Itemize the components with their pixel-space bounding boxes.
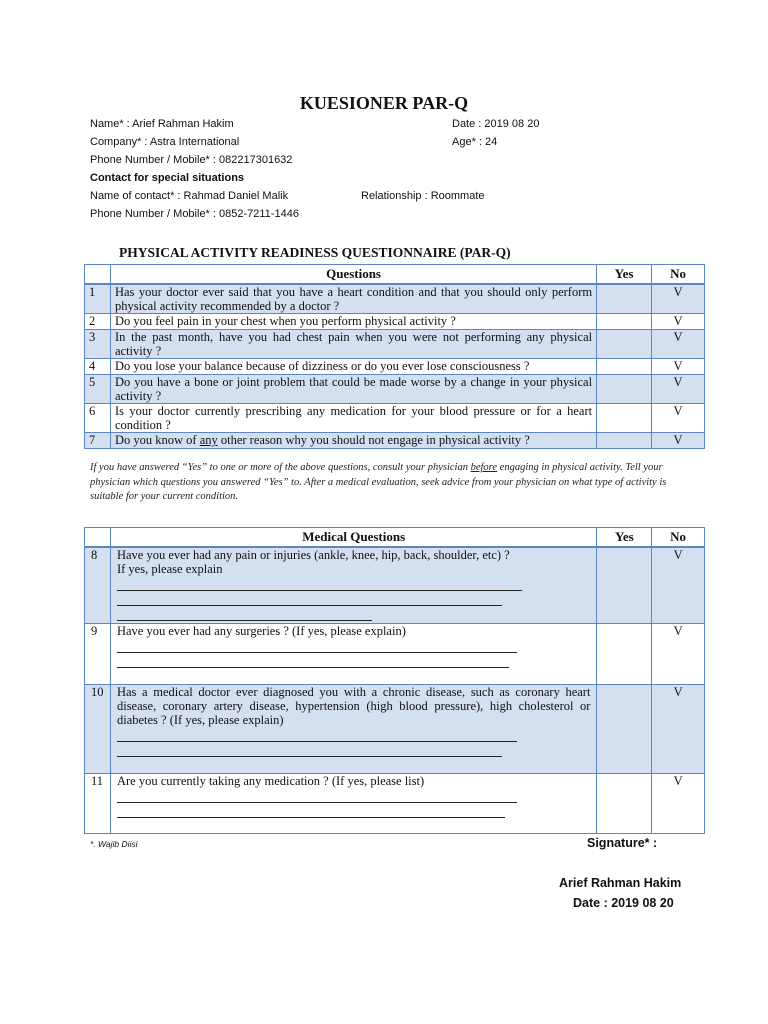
- row-number: 1: [85, 284, 111, 314]
- answer-yes-cell[interactable]: [597, 547, 652, 624]
- answer-yes-cell[interactable]: [597, 624, 652, 685]
- header-no: No: [652, 528, 705, 548]
- table-row: [85, 404, 705, 433]
- answer-no-cell[interactable]: V: [652, 547, 705, 624]
- parq-note-post: engaging in physical activity. Tell your physician which questions you answered “Yes” to. After a medical evaluation, seek advice from your physician on what type of activity is suitable for your current condition.: [90, 462, 667, 502]
- row-number: 6: [85, 404, 111, 433]
- date-field: Date : 2019 08 20: [452, 118, 540, 130]
- row-number: 9: [85, 624, 111, 685]
- name-field: Name* : Arief Rahman Hakim: [90, 118, 234, 130]
- header-yes: Yes: [597, 265, 652, 285]
- header-num: [85, 265, 111, 285]
- answer-yes-cell[interactable]: [597, 685, 652, 774]
- question-text: In the past month, have you had chest pain when you were not performing any physical activity ?: [110, 330, 596, 359]
- answer-line[interactable]: [117, 606, 372, 621]
- table-row: [85, 314, 705, 330]
- header-yes: Yes: [597, 528, 652, 548]
- signer-date: Date : 2019 08 20: [573, 896, 674, 910]
- row-number: 10: [85, 685, 111, 774]
- answer-yes-cell[interactable]: [597, 375, 652, 404]
- age-field: Age* : 24: [452, 136, 498, 148]
- row-number: 5: [85, 375, 111, 404]
- header-medical-questions: Medical Questions: [110, 528, 596, 548]
- medical-header-row: [85, 528, 705, 548]
- question-text-pre: Do you know of: [114, 433, 200, 447]
- question-cell: [110, 774, 596, 834]
- question-text: Are you currently taking any medication ? (If yes, please list): [116, 774, 425, 788]
- answer-yes-cell[interactable]: [597, 330, 652, 359]
- question-text: Do you have a bone or joint problem that could be made worse by a change in your physical activity ?: [110, 375, 596, 404]
- answer-yes-cell[interactable]: [597, 774, 652, 834]
- table-row: [85, 284, 705, 314]
- answer-no-cell[interactable]: V: [652, 359, 705, 375]
- header-num: [85, 528, 111, 548]
- contact-phone-field: Phone Number / Mobile* : 0852-7211-1446: [90, 208, 299, 220]
- parq-note-underlined: before: [470, 462, 498, 473]
- contact-name-field: Name of contact* : Rahmad Daniel Malik: [90, 190, 289, 202]
- phone-field: Phone Number / Mobile* : 082217301632: [90, 154, 293, 166]
- answer-no-cell[interactable]: V: [652, 404, 705, 433]
- question-text: Have you ever had any pain or injuries (ankle, knee, hip, back, shoulder, etc) ?: [116, 548, 510, 562]
- question-text: Do you lose your balance because of dizziness or do you ever lose consciousness ?: [110, 359, 596, 375]
- header-no: No: [652, 265, 705, 285]
- parq-note: [90, 461, 695, 505]
- answer-line[interactable]: [117, 803, 505, 818]
- question-text: Do you feel pain in your chest when you perform physical activity ?: [110, 314, 596, 330]
- answer-line[interactable]: [117, 788, 517, 803]
- question-text: Have you ever had any surgeries ? (If yes, please explain): [116, 624, 406, 638]
- answer-no-cell[interactable]: V: [652, 375, 705, 404]
- table-row: [85, 359, 705, 375]
- question-text: Has your doctor ever said that you have a heart condition and that you should only perform physical activity recommended by a doctor ?: [110, 284, 596, 314]
- answer-no-cell[interactable]: V: [652, 284, 705, 314]
- answer-line[interactable]: [117, 653, 509, 668]
- answer-no-cell[interactable]: V: [652, 685, 705, 774]
- row-number: 4: [85, 359, 111, 375]
- table-row: [85, 685, 705, 774]
- answer-line[interactable]: [117, 591, 502, 606]
- row-number: 11: [85, 774, 111, 834]
- answer-line[interactable]: [117, 576, 522, 591]
- header-questions: Questions: [110, 265, 596, 285]
- table-row: [85, 774, 705, 834]
- question-subtext: If yes, please explain: [116, 562, 223, 576]
- answer-no-cell[interactable]: V: [652, 774, 705, 834]
- signer-name: Arief Rahman Hakim: [559, 876, 682, 890]
- row-number: 2: [85, 314, 111, 330]
- question-cell: [110, 547, 596, 624]
- answer-yes-cell[interactable]: [597, 359, 652, 375]
- question-cell: [110, 685, 596, 774]
- document-title: KUESIONER PAR-Q: [299, 93, 469, 113]
- parq-heading: PHYSICAL ACTIVITY READINESS QUESTIONNAIRE (PAR-Q): [119, 245, 511, 260]
- question-text-underlined: any: [199, 433, 218, 447]
- answer-no-cell[interactable]: V: [652, 433, 705, 449]
- medical-table: [84, 527, 705, 834]
- special-contact-heading: Contact for special situations: [90, 172, 245, 184]
- question-cell: [110, 624, 596, 685]
- parq-table: [84, 264, 705, 449]
- parq-note-pre: If you have answered “Yes” to one or more of the above questions, consult your physician: [90, 462, 471, 473]
- answer-yes-cell[interactable]: [597, 284, 652, 314]
- signature-label: Signature* :: [587, 836, 658, 850]
- answer-no-cell[interactable]: V: [652, 330, 705, 359]
- row-number: 8: [85, 547, 111, 624]
- question-text: Has a medical doctor ever diagnosed you with a chronic disease, such as coronary heart disease, coronary artery disease, hypertension (high blood pressure), high cholesterol or diabetes ? (If yes, please explain): [116, 685, 591, 727]
- answer-yes-cell[interactable]: [597, 314, 652, 330]
- table-row: [85, 547, 705, 624]
- answer-line[interactable]: [117, 638, 517, 653]
- answer-line[interactable]: [117, 742, 502, 757]
- question-text-post: other reason why you should not engage in physical activity ?: [217, 433, 530, 447]
- parq-header-row: [85, 265, 705, 285]
- answer-yes-cell[interactable]: [597, 433, 652, 449]
- table-row: [85, 375, 705, 404]
- row-number: 3: [85, 330, 111, 359]
- company-field: Company* : Astra International: [90, 136, 240, 148]
- table-row: [85, 330, 705, 359]
- relationship-field: Relationship : Roommate: [361, 190, 485, 202]
- mandatory-note: *. Wajib Diisi: [90, 839, 138, 849]
- answer-yes-cell[interactable]: [597, 404, 652, 433]
- question-text: [110, 433, 596, 449]
- answer-no-cell[interactable]: V: [652, 314, 705, 330]
- table-row: [85, 624, 705, 685]
- row-number: 7: [85, 433, 111, 449]
- answer-no-cell[interactable]: V: [652, 624, 705, 685]
- answer-line[interactable]: [117, 727, 517, 742]
- question-text: Is your doctor currently prescribing any medication for your blood pressure or for a heart condition ?: [110, 404, 596, 433]
- table-row: [85, 433, 705, 449]
